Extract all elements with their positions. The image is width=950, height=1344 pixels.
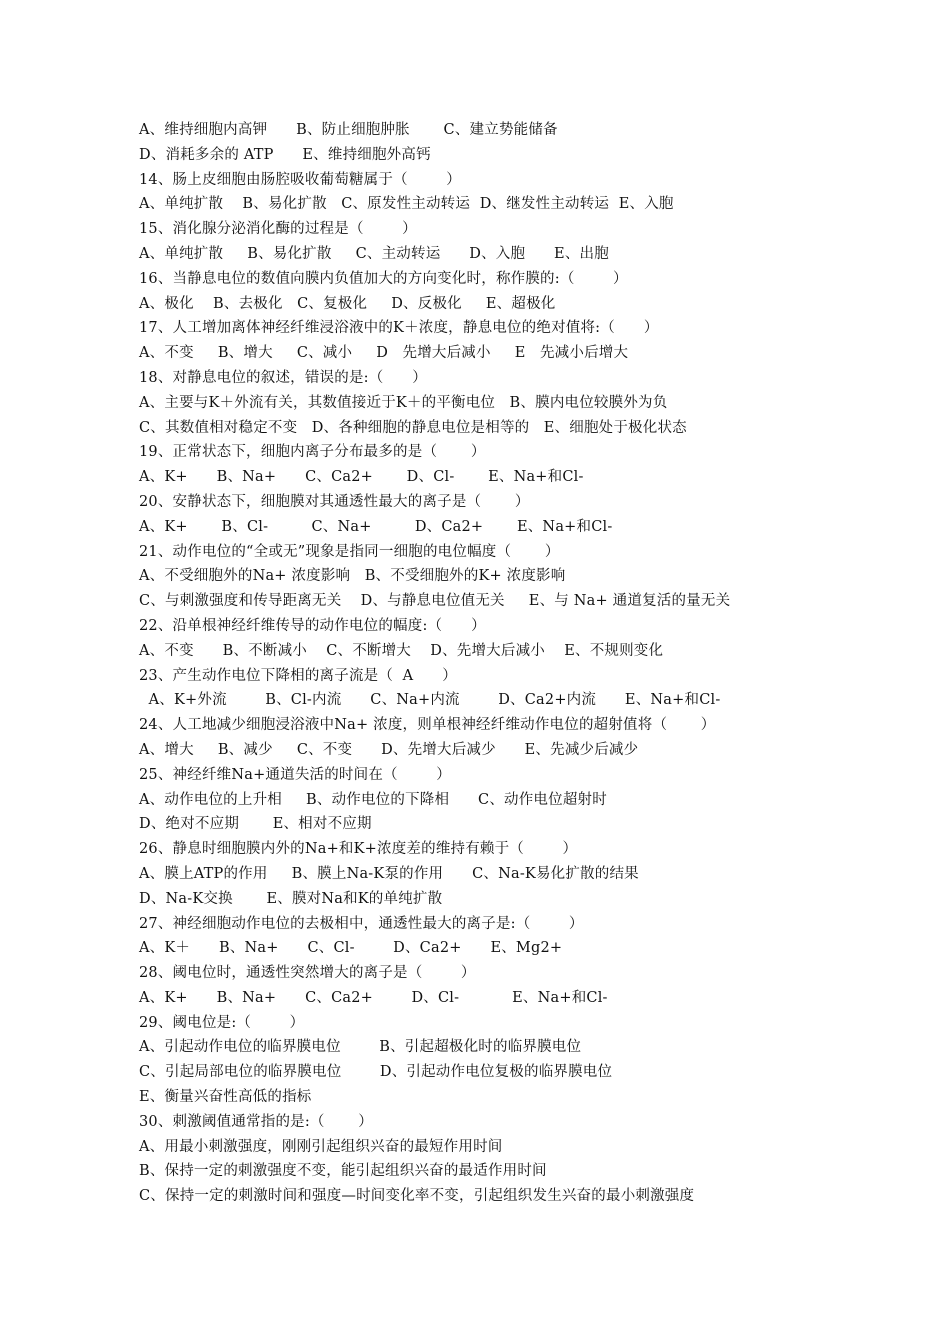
text-line: 16、当静息电位的数值向膜内负值加大的方向变化时，称作膜的:（ ） [139,270,628,287]
text-line: A、K+ B、Na+ C、Ca2+ D、Cl- E、Na+和Cl- [139,469,584,486]
text-line: C、保持一定的刺激时间和强度—时间变化率不变，引起组织发生兴奋的最小刺激强度 [139,1188,695,1205]
text-line: C、其数值相对稳定不变 D、各种细胞的静息电位是相等的 E、细胞处于极化状态 [139,419,687,436]
text-line: 22、沿单根神经纤维传导的动作电位的幅度:（ ） [139,617,486,634]
text-line: A、K+ B、Na+ C、Ca2+ D、Cl- E、Na+和Cl- [139,989,608,1006]
text-line: A、单纯扩散 B、易化扩散 C、主动转运 D、入胞 E、出胞 [139,245,609,262]
text-line: 30、刺激阈值通常指的是:（ ） [139,1113,373,1130]
text-line: 14、肠上皮细胞由肠腔吸收葡萄糖属于（ ） [139,171,461,188]
text-line: 21、动作电位的“全或无”现象是指同一细胞的电位幅度（ ） [139,543,560,560]
text-line: 18、对静息电位的叙述，错误的是:（ ） [139,369,427,386]
text-line: C、引起局部电位的临界膜电位 D、引起动作电位复极的临界膜电位 [139,1064,613,1081]
text-line: A、维持细胞内高钾 B、防止细胞肿胀 C、建立势能储备 [139,122,558,138]
text-line: A、K+ B、Cl- C、Na+ D、Ca2+ E、Na+和Cl- [139,518,613,535]
text-line: 15、消化腺分泌消化酶的过程是（ ） [139,221,417,238]
text-line: D、绝对不应期 E、相对不应期 [139,816,372,833]
text-line: 26、静息时细胞膜内外的Na+和K+浓度差的维持有赖于（ ） [139,841,578,858]
text-line: D、Na-K交换 E、膜对Na和K的单纯扩散 [139,890,443,907]
text-line: 27、神经细胞动作电位的去极相中，通透性最大的离子是:（ ） [139,915,584,932]
text-line: A、极化 B、去极化 C、复极化 D、反极化 E、超极化 [139,295,556,312]
text-line: A、增大 B、减少 C、不变 D、先增大后减少 E、先减少后减少 [139,741,639,758]
text-line: 29、阈电位是:（ ） [139,1014,305,1031]
text-line: 28、阈电位时，通透性突然增大的离子是（ ） [139,965,476,982]
text-line: A、单纯扩散 B、易化扩散 C、原发性主动转运 D、继发性主动转运 E、入胞 [139,196,674,213]
text-line: 20、安静状态下，细胞膜对其通透性最大的离子是（ ） [139,493,530,510]
text-line: D、消耗多余的 ATP E、维持细胞外高钙 [139,146,431,163]
text-line: A、K+外流 B、Cl-内流 C、Na+内流 D、Ca2+内流 E、Na+和Cl- [139,692,721,709]
text-line: A、不变 B、不断减小 C、不断增大 D、先增大后减小 E、不规则变化 [139,642,664,659]
question-text-block [139,118,839,1209]
text-line: A、不受细胞外的Na+ 浓度影响 B、不受细胞外的K+ 浓度影响 [139,568,566,585]
text-line: 17、人工增加离体神经纤维浸浴液中的K＋浓度，静息电位的绝对值将:（ ） [139,320,659,337]
text-line: 25、神经纤维Na+通道失活的时间在（ ） [139,766,451,783]
text-line: A、K＋ B、Na+ C、Cl- D、Ca2+ E、Mg2+ [139,940,563,957]
text-line: A、主要与K＋外流有关，其数值接近于K＋的平衡电位 B、膜内电位较膜外为负 [139,394,668,411]
text-line: 24、人工地减少细胞浸浴液中Na+ 浓度，则单根神经纤维动作电位的超射值将（ ） [139,717,716,734]
text-line: E、衡量兴奋性高低的指标 [139,1089,312,1106]
text-line: B、保持一定的刺激强度不变，能引起组织兴奋的最适作用时间 [139,1163,547,1180]
text-line: 19、正常状态下，细胞内离子分布最多的是（ ） [139,444,486,461]
text-line: A、用最小刺激强度，刚刚引起组织兴奋的最短作用时间 [139,1138,503,1155]
text-line: A、不变 B、增大 C、减小 D 先增大后减小 E 先减小后增大 [139,345,629,362]
text-line: 23、产生动作电位下降相的离子流是（ A ） [139,667,457,684]
text-line: C、与刺激强度和传导距离无关 D、与静息电位值无关 E、与 Na+ 通道复活的量无关 [139,593,731,610]
text-line: A、引起动作电位的临界膜电位 B、引起超极化时的临界膜电位 [139,1039,582,1056]
text-line: A、动作电位的上升相 B、动作电位的下降相 C、动作电位超射时 [139,791,607,808]
text-line: A、膜上ATP的作用 B、膜上Na-K泵的作用 C、Na-K易化扩散的结果 [139,865,639,882]
